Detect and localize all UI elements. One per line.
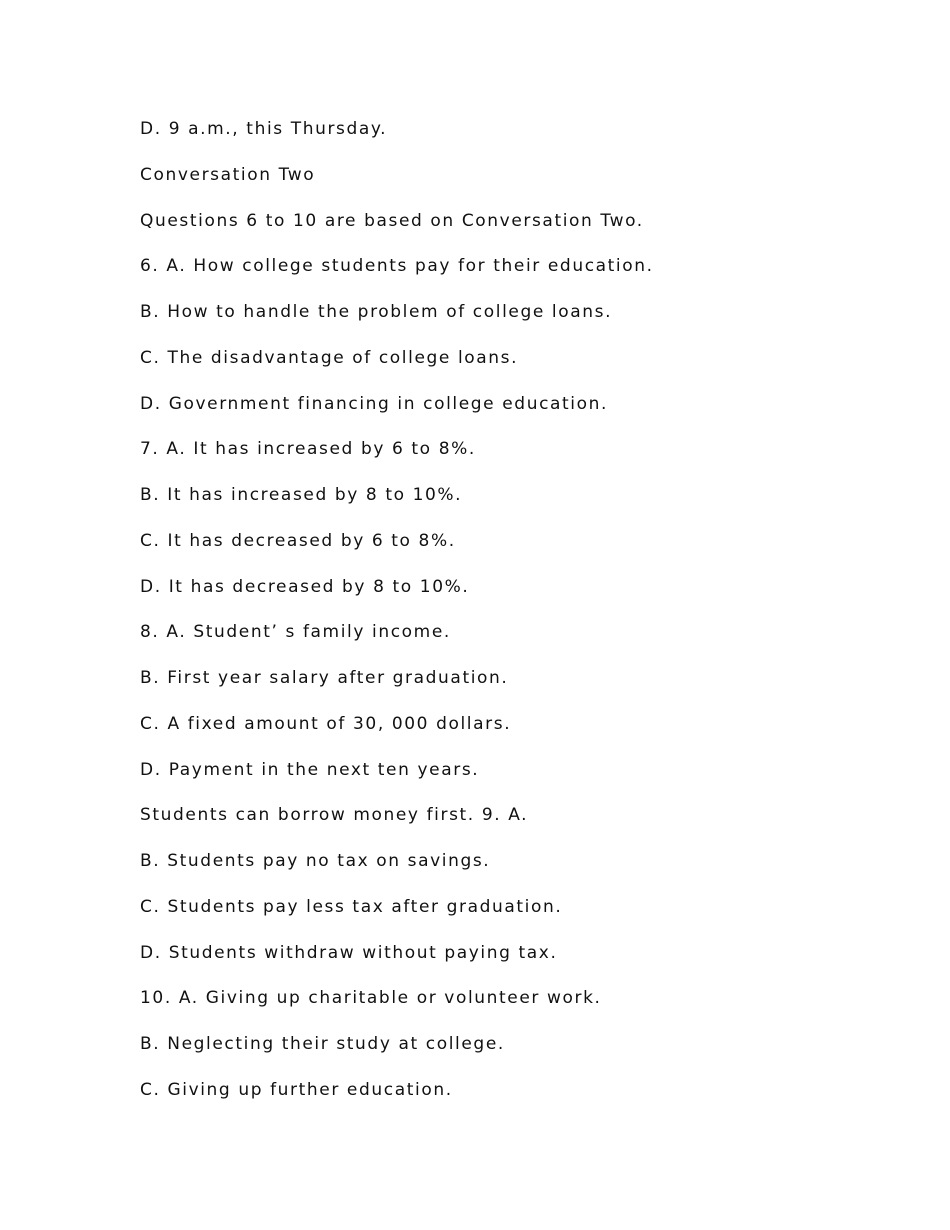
question-7-option-d: D. It has decreased by 8 to 10%. <box>140 576 470 597</box>
question-6-option-a: 6. A. How college students pay for their education. <box>140 256 654 277</box>
question-6-option-b: B. How to handle the problem of college loans. <box>140 302 613 322</box>
question-10-option-a: 10. A. Giving up charitable or volunteer work. <box>140 988 602 1009</box>
question-8-option-b: B. First year salary after graduation. <box>140 668 509 688</box>
question-9-option-c: C. Students pay less tax after graduation. <box>140 896 563 917</box>
question-6-option-d: D. Government financing in college education. <box>140 393 608 414</box>
question-8-option-c: C. A fixed amount of 30, 000 dollars. <box>140 713 512 734</box>
question-8-option-a: 8. A. Student’ s family income. <box>140 622 451 643</box>
section-heading: Conversation Two <box>140 164 316 185</box>
question-7-option-a: 7. A. It has increased by 6 to 8%. <box>140 439 476 460</box>
question-9-option-a: Students can borrow money first. 9. A. <box>140 805 529 826</box>
question-7-option-b: B. It has increased by 8 to 10%. <box>140 485 463 505</box>
question-7-option-c: C. It has decreased by 6 to 8%. <box>140 530 456 551</box>
document-text <box>140 116 654 1123</box>
question-8-option-d: D. Payment in the next ten years. <box>140 759 480 780</box>
text-line-option-d-q5: D. 9 a.m., this Thursday. <box>140 119 388 139</box>
question-9-option-d: D. Students withdraw without paying tax. <box>140 942 558 963</box>
question-6-option-c: C. The disadvantage of college loans. <box>140 347 519 368</box>
question-10-option-b: B. Neglecting their study at college. <box>140 1034 505 1054</box>
question-10-option-c: C. Giving up further education. <box>140 1079 453 1100</box>
question-9-option-b: B. Students pay no tax on savings. <box>140 851 491 871</box>
section-instructions: Questions 6 to 10 are based on Conversation Two. <box>140 210 644 231</box>
